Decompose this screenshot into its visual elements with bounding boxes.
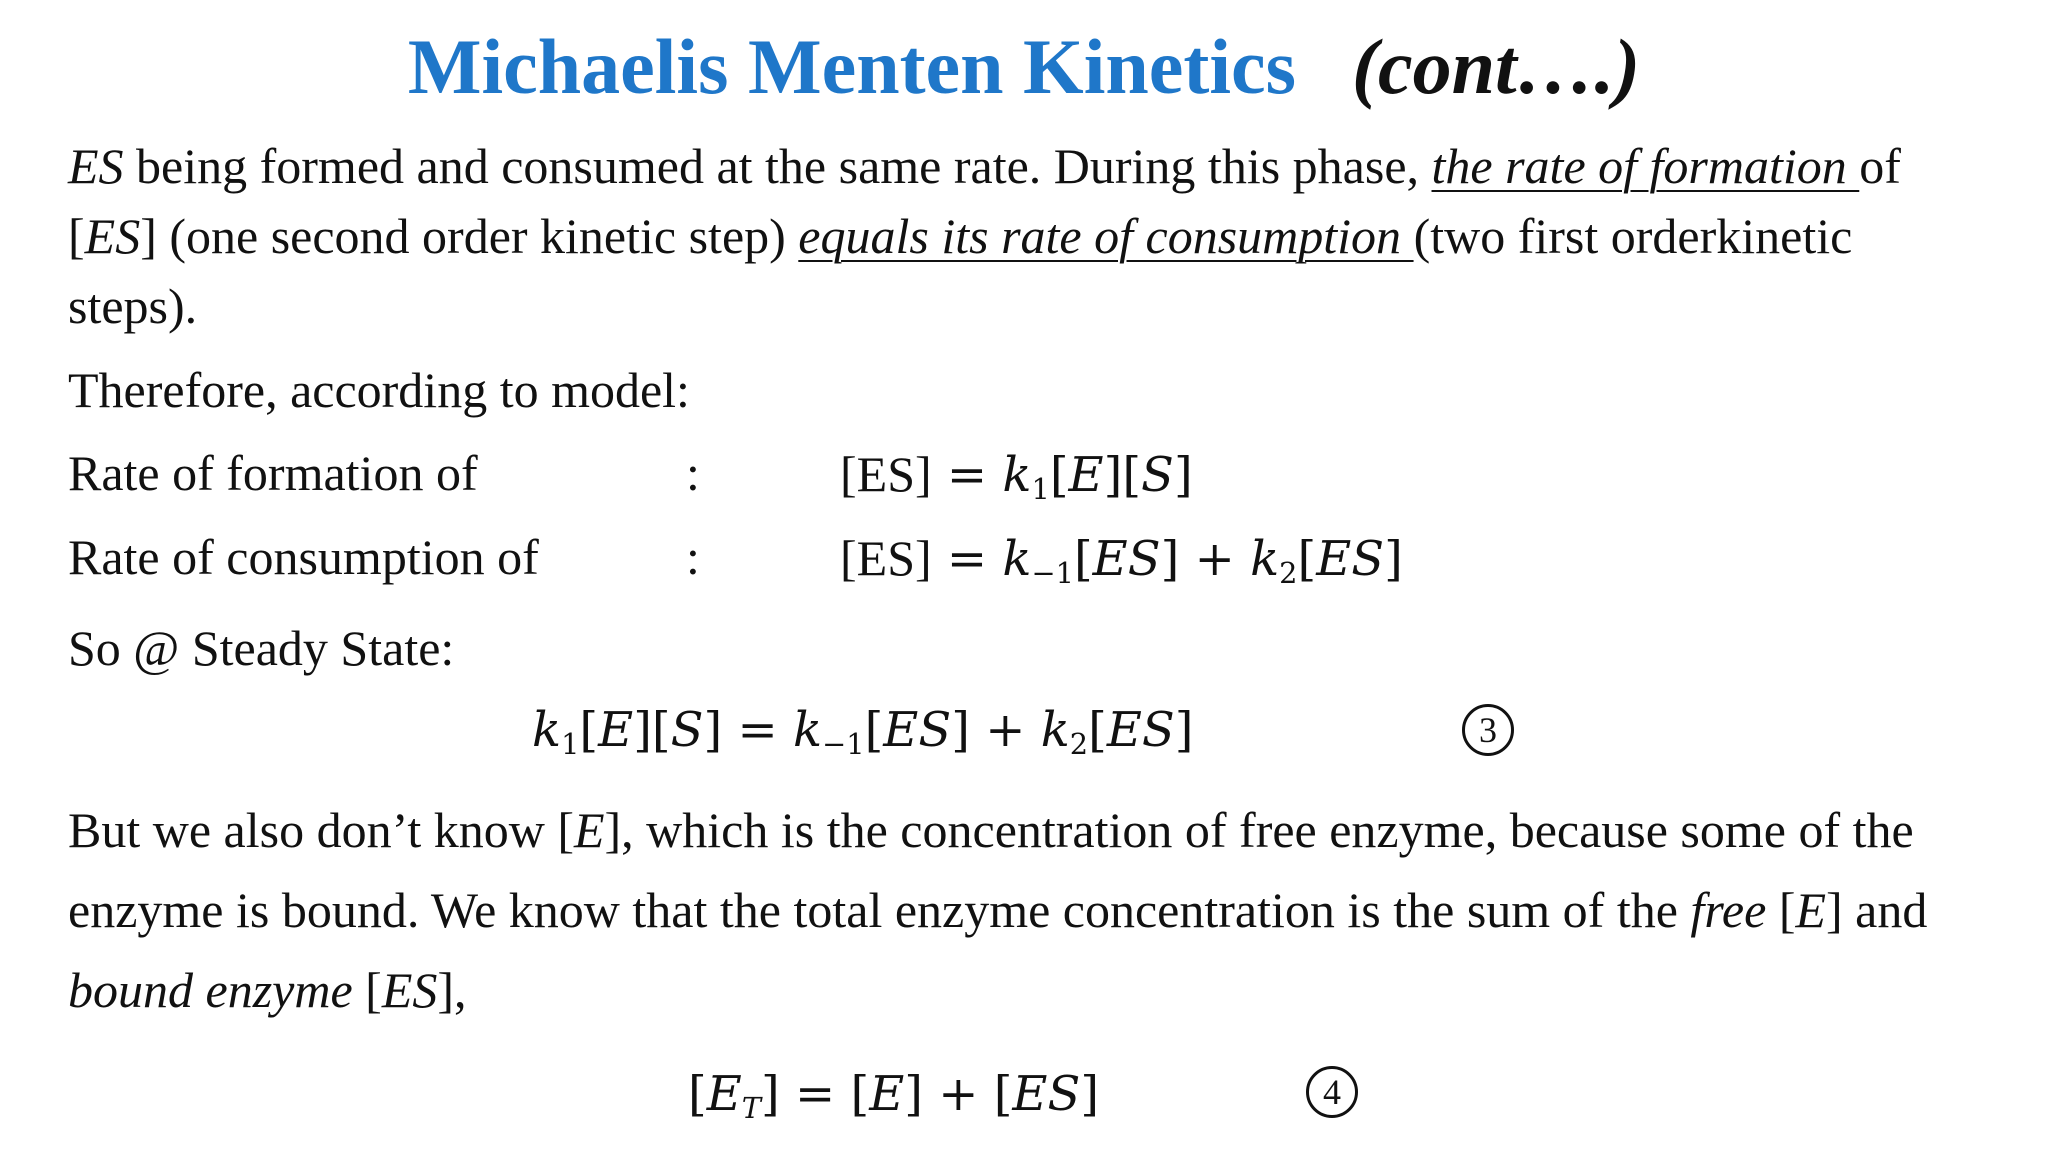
rate-formation-label: Rate of formation of: [68, 445, 478, 501]
therefore-line: Therefore, according to model:: [68, 362, 690, 418]
title-main: Michaelis Menten Kinetics: [407, 23, 1297, 110]
title-cont: (cont….): [1352, 23, 1641, 110]
para2-text-f: ] and: [1826, 882, 1928, 938]
equation-4: $[E_T] = [E] + [ES]$: [688, 1066, 1100, 1126]
para2-line1: [68, 800, 1914, 860]
para2-e2: E: [1795, 882, 1827, 938]
rate-formation-colon: :: [686, 445, 700, 501]
para2-free: free: [1690, 882, 1767, 938]
para2-text-h: ],: [437, 962, 467, 1018]
para2-line2: [68, 880, 1927, 940]
rate-formation-equation: $[ES] = k_1[E][S]$: [840, 446, 1193, 507]
para2-text-d: [: [1766, 882, 1796, 938]
para1-es2: ES: [84, 208, 141, 264]
para2-line3: [68, 960, 467, 1020]
para1-underline-consumption: equals its rate of consumption: [798, 208, 1414, 264]
para2-text-c: enzyme is bound. We know that the total enzyme concentration is the sum of the: [68, 882, 1691, 938]
para2-text-a: But we also don’t know [: [68, 802, 574, 858]
steady-state-line: So @ Steady State:: [68, 620, 455, 676]
para1-text1: being formed and consumed at the same rate. During this phase,: [123, 138, 1432, 194]
rate-consumption-equation: $[ES] = k_{-1}[ES] + k_2[ES]$: [840, 530, 1403, 591]
para2-e: E: [573, 802, 605, 858]
para1-line2: [68, 206, 1852, 266]
equation-3-number: 3: [1462, 704, 1514, 756]
equation-3: $k_1[E][S] = k_{-1}[ES] + k_2[ES]$: [532, 702, 1194, 762]
para1-underline-formation: the rate of formation: [1431, 138, 1860, 194]
rate-consumption-colon: :: [686, 529, 700, 585]
para2-text-g: [: [352, 962, 382, 1018]
rate-consumption-label: Rate of consumption of: [68, 529, 539, 585]
para1-bracket1: [: [68, 208, 85, 264]
para2-bound: bound enzyme: [68, 962, 353, 1018]
para2-text-b: ], which is the concentration of free enzyme, because some of the: [604, 802, 1914, 858]
para1-line3: steps).: [68, 278, 198, 334]
para1-line1: [68, 136, 1901, 196]
para2-es: ES: [381, 962, 438, 1018]
para1-bracket2: ] (one second order kinetic step): [140, 208, 799, 264]
equation-4-number: 4: [1306, 1066, 1358, 1118]
para1-es: ES: [68, 138, 124, 194]
para1-text2: of: [1859, 138, 1901, 194]
slide-title: [0, 22, 2048, 112]
para1-text3: (two first orderkinetic: [1413, 208, 1853, 264]
